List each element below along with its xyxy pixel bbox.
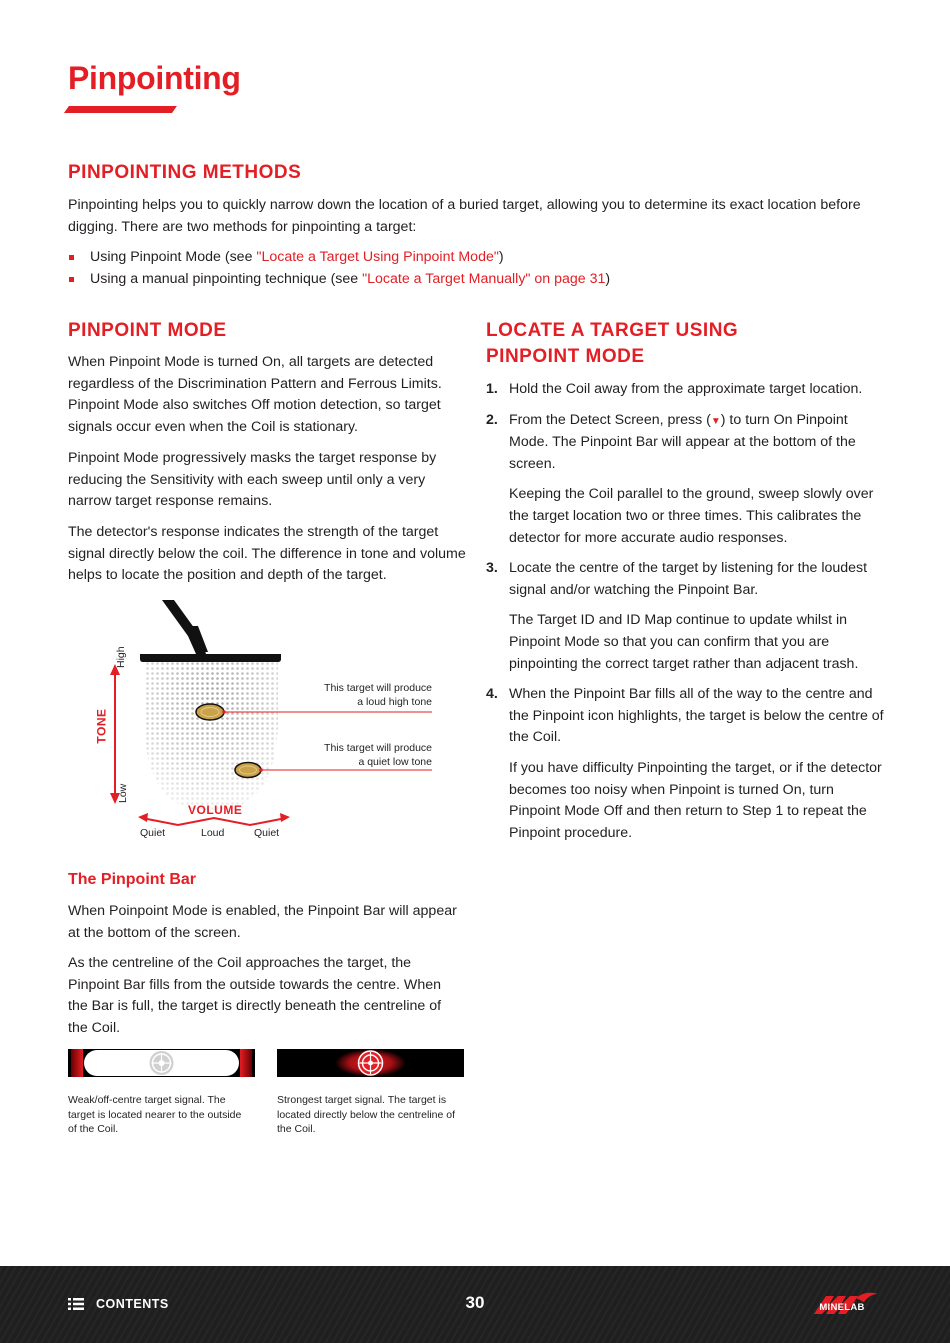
locate-steps (486, 379, 886, 853)
list-item: Using Pinpoint Mode (see "Locate a Target Using Pinpoint Mode") (68, 247, 610, 269)
pinpoint-bar-weak-graphic (68, 1049, 255, 1077)
pinpoint-bar-p1: When Poinpoint Mode is enabled, the Pinpoint Bar will appear at the bottom of the screen. (68, 903, 457, 941)
volume-label: VOLUME (188, 803, 243, 817)
pinpoint-mode-heading: PINPOINT MODE (68, 320, 227, 341)
callout-loud-high: This target will produce a loud high tone (324, 682, 432, 708)
tone-low-label: Low (117, 783, 129, 803)
pinpoint-bar-weak (68, 1049, 255, 1077)
step-3: 3. Locate the centre of the target by listening for the loudest signal and/or watching the Pinpoint Bar. The Target ID and ID Map continue to update whilst in Pinpoint Mode so that you can confirm that you are pinpointing the correct target rather than adjacent trash. (486, 560, 868, 672)
tone-high-label: High (115, 646, 127, 668)
brand-name: MINELAB (819, 1302, 865, 1313)
caption-weak-signal: Weak/off-centre target signal. The target is located nearer to the outside of the Coil. (68, 1094, 242, 1135)
page-footer (0, 1266, 950, 1343)
pinpoint-bar-heading: The Pinpoint Bar (68, 871, 196, 888)
link-locate-pinpoint-mode[interactable]: "Locate a Target Using Pinpoint Mode" (256, 249, 499, 265)
methods-list (68, 247, 610, 290)
page-number: 30 (465, 1293, 485, 1312)
list-item: Using a manual pinpointing technique (see "Locate a Target Manually" on page 31) (68, 269, 610, 291)
callout-quiet-low: This target will produce a quiet low tone (324, 742, 432, 768)
contents-label: CONTENTS (96, 1297, 169, 1311)
caption-strong-signal: Strongest target signal. The target is located directly below the centreline of the Coil. (277, 1094, 456, 1135)
title-underline (64, 106, 177, 113)
link-locate-manually[interactable]: "Locate a Target Manually" on page 31 (362, 270, 606, 287)
step-4: 4. When the Pinpoint Bar fills all of the way to the centre and the Pinpoint icon highlights, the target is below the centre of the Coil. If you have difficulty Pinpointing the target, or if the detector becomes too noisy when Pinpoint is turned On, turn Pinpoint Mode Off and then return to Step 1 to repeat the Pinpoint procedure. (486, 686, 884, 841)
pinpoint-mode-p2: Pinpoint Mode progressively masks the target response by reducing the Sensitivity with each sweep until only a very narrow target response remains. (68, 450, 437, 510)
volume-quiet-right: Quiet (254, 827, 280, 839)
methods-intro: Pinpointing helps you to quickly narrow down the location of a buried target, allowing you to determine its exact location before digging. There are two methods for pinpointing a target: (68, 197, 861, 235)
locate-heading: LOCATE A TARGET USING PINPOINT MODE (486, 320, 739, 367)
tone-volume-diagram (90, 596, 450, 846)
pinpoint-button-icon: ▼ (710, 415, 721, 427)
detector-coil-illustration (90, 596, 450, 846)
step-2: 2. From the Detect Screen, press (▼) to turn On Pinpoint Mode. The Pinpoint Bar will appear at the bottom of the screen. Keeping the Coil parallel to the ground, sweep slowly over the target location two or three times. This calibrates the detector for more accurate audio responses. (486, 411, 874, 546)
volume-quiet-left: Quiet (140, 827, 166, 839)
pinpoint-mode-p3: The detector's response indicates the strength of the target signal directly below the coil. The difference in tone and volume helps to locate the position and depth of the target. (68, 524, 466, 584)
page-title: Pinpointing (68, 60, 241, 96)
volume-loud: Loud (201, 827, 225, 839)
step-1: 1. Hold the Coil away from the approximate target location. (486, 381, 863, 397)
pinpoint-bar-strong-graphic (277, 1049, 464, 1077)
pinpoint-mode-p1: When Pinpoint Mode is turned On, all targets are detected regardless of the Discrimination Pattern and Ferrous Limits. Pinpoint Mode also switches Off motion detection, so target signals occur even when the Coil is stationary. (68, 354, 442, 435)
tone-label: TONE (94, 708, 109, 744)
pinpoint-bar-p2: As the centreline of the Coil approaches the target, the Pinpoint Bar fills from the outside towards the centre. When the Bar is full, the target is directly beneath the centreline of the Coil. (68, 955, 442, 1036)
pinpoint-bar-strong (277, 1049, 464, 1077)
methods-heading: PINPOINTING METHODS (68, 162, 302, 183)
